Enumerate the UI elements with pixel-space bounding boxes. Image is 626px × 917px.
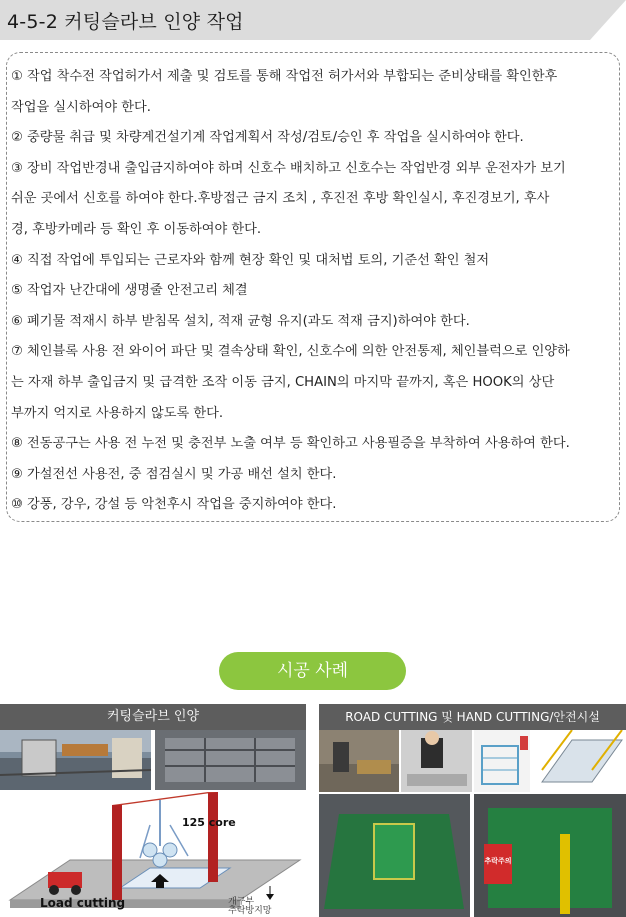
checklist-line: ⑨ 가설전선 사용전, 중 점검실시 및 가공 배선 설치 한다. (11, 466, 337, 482)
checklist-line: 부까지 억지로 사용하지 않도록 한다. (11, 405, 224, 421)
photo-railing-diagram (532, 730, 626, 792)
panel-title-left: 커팅슬라브 인양 (0, 704, 306, 730)
checklist-line: ⑥ 폐기물 적재시 하부 받침목 설치, 적재 균형 유지(과도 적재 금지)하여야 한다. (11, 313, 470, 329)
warning-sign: 추락주의 (484, 857, 512, 865)
opening-label-line2: 추락방지망 (228, 906, 272, 916)
opening-label (228, 898, 271, 916)
checklist-line: ⑧ 전동공구는 사용 전 누전 및 충전부 노출 여부 등 확인하고 사용필증을 부착하여 사용하여 한다. (11, 436, 570, 452)
photo-safety-net-1 (319, 794, 470, 917)
photo-guardrail-diagram (474, 730, 530, 792)
cutting-label: Load cutting (40, 896, 126, 910)
section-title: 4-5-2 커팅슬라브 인양 작업 (7, 11, 244, 33)
photo-slab-lifting-2 (155, 730, 306, 790)
core-label: 125 core (182, 816, 236, 829)
checklist-line: ⑩ 강풍, 강우, 강설 등 악천후시 작업을 중지하여야 한다. (11, 497, 337, 513)
section-pill: 시공 사례 (219, 652, 406, 690)
checklist (11, 62, 617, 521)
photo-hand-cutting (401, 730, 472, 792)
checklist-line: 작업을 실시하여야 한다. (11, 99, 151, 115)
photo-slab-lifting-1 (0, 730, 151, 790)
checklist-line: ② 중량물 취급 및 차량계건설기계 작업계획서 작성/검토/승인 후 작업을 실시하여야 한다. (11, 130, 524, 146)
section-header (0, 0, 626, 40)
panel-title-right: ROAD CUTTING 및 HAND CUTTING/안전시설 (319, 704, 626, 730)
photo-road-cutting (319, 730, 399, 792)
checklist-line: 경, 후방카메라 등 확인 후 이동하여야 한다. (11, 221, 262, 237)
slab-cutting-diagram (0, 790, 306, 917)
checklist-line: 쉬운 곳에서 신호를 하여야 한다.후방접근 금지 조치 , 후진전 후방 확인실시, 후진경보기, 후사 (11, 191, 550, 207)
checklist-line: ③ 장비 작업반경내 출입금지하여야 하며 신호수 배치하고 신호수는 작업반경 외부 운전자가 보기 (11, 160, 566, 176)
opening-label-line1: 개구부 (228, 897, 255, 907)
photo-safety-net-2 (474, 794, 626, 917)
checklist-line: ① 작업 착수전 작업허가서 제출 및 검토를 통해 작업전 허가서와 부합되는 준비상태를 확인한후 (11, 69, 558, 84)
checklist-line: ④ 직접 작업에 투입되는 근로자와 함께 현장 확인 및 대처법 토의, 기준선 확인 철저 (11, 252, 490, 268)
checklist-line: 는 자재 하부 출입금지 및 급격한 조작 이동 금지, CHAIN의 마지막 끝까지, 혹은 HOOK의 상단 (11, 374, 555, 390)
checklist-line: ⑦ 체인블록 사용 전 와이어 파단 및 결속상태 확인, 신호수에 의한 안전통제, 체인블럭으로 인양하 (11, 344, 570, 360)
checklist-line: ⑤ 작업자 난간대에 생명줄 안전고리 체결 (11, 283, 248, 299)
